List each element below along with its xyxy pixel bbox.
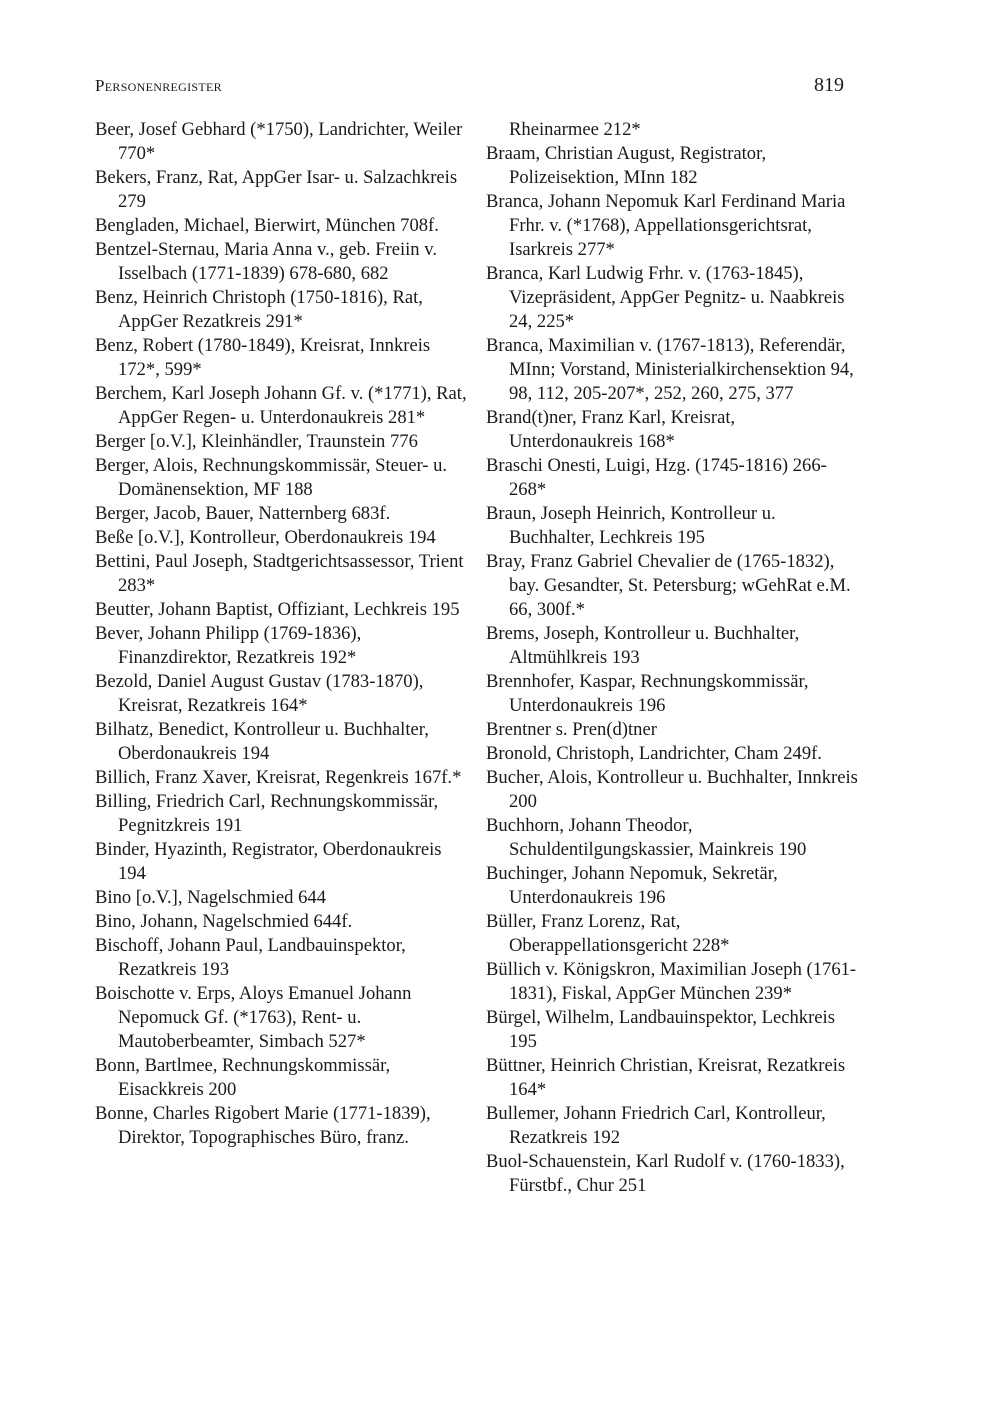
index-entry: Bekers, Franz, Rat, AppGer Isar- u. Salzachkreis 279 bbox=[95, 167, 458, 212]
index-entry: Branca, Maximilian v. (1767-1813), Referendär, MInn; Vorstand, Ministerialkirchensektion 94, 98, 112, 205-207*, 252, 260, 275, 377 bbox=[486, 335, 854, 404]
index-entry: Buchhorn, Johann Theodor, Schuldentilgungskassier, Mainkreis 190 bbox=[486, 815, 807, 860]
index-entry: Beer, Josef Gebhard (*1750), Landrichter, Weiler 770* bbox=[95, 119, 463, 164]
index-entry: Benz, Robert (1780-1849), Kreisrat, Innkreis 172*, 599* bbox=[95, 335, 431, 380]
index-entry: Bonn, Bartlmee, Rechnungskommissär, Eisackkreis 200 bbox=[95, 1055, 391, 1100]
index-entry: Brand(t)ner, Franz Karl, Kreisrat, Unterdonaukreis 168* bbox=[486, 407, 736, 452]
index-entry: Braschi Onesti, Luigi, Hzg. (1745-1816) 266-268* bbox=[486, 455, 827, 500]
page-header bbox=[95, 74, 844, 98]
index-entry: Berger, Jacob, Bauer, Natternberg 683f. bbox=[95, 503, 391, 524]
index-entry: Beße [o.V.], Kontrolleur, Oberdonaukreis 194 bbox=[95, 527, 436, 548]
index-entry: Benz, Heinrich Christoph (1750-1816), Rat, AppGer Rezatkreis 291* bbox=[95, 287, 423, 332]
index-entry: Branca, Karl Ludwig Frhr. v. (1763-1845), Vizepräsident, AppGer Pegnitz- u. Naabkreis 24, 225* bbox=[486, 263, 845, 332]
index-entry: Bronold, Christoph, Landrichter, Cham 249f. bbox=[486, 743, 822, 764]
index-entry: Brems, Joseph, Kontrolleur u. Buchhalter, Altmühlkreis 193 bbox=[486, 623, 800, 668]
index-entry: Bullemer, Johann Friedrich Carl, Kontrolleur, Rezatkreis 192 bbox=[486, 1103, 826, 1148]
index-entry: Bengladen, Michael, Bierwirt, München 708f. bbox=[95, 215, 439, 236]
index-entry-continuation: Rheinarmee 212* bbox=[509, 119, 641, 140]
running-head: Personenregister bbox=[95, 76, 222, 95]
index-entry: Büttner, Heinrich Christian, Kreisrat, Rezatkreis 164* bbox=[486, 1055, 846, 1100]
index-entry: Braam, Christian August, Registrator, Polizeisektion, MInn 182 bbox=[486, 143, 767, 188]
index-entry: Büller, Franz Lorenz, Rat, Oberappellationsgericht 228* bbox=[486, 911, 730, 956]
index-entry: Bever, Johann Philipp (1769-1836), Finanzdirektor, Rezatkreis 192* bbox=[95, 623, 362, 668]
index-entry: Binder, Hyazinth, Registrator, Oberdonaukreis 194 bbox=[95, 839, 442, 884]
index-entry: Berchem, Karl Joseph Johann Gf. v. (*1771), Rat, AppGer Regen- u. Unterdonaukreis 281* bbox=[95, 383, 467, 428]
index-entry: Beutter, Johann Baptist, Offiziant, Lechkreis 195 bbox=[95, 599, 460, 620]
index-entry: Buol-Schauenstein, Karl Rudolf v. (1760-1833), Fürstbf., Chur 251 bbox=[486, 1151, 845, 1196]
index-entry: Bray, Franz Gabriel Chevalier de (1765-1832), bay. Gesandter, St. Petersburg; wGehRat e.M. 66, 300f.* bbox=[486, 551, 851, 620]
index-entry: Berger [o.V.], Kleinhändler, Traunstein 776 bbox=[95, 431, 418, 452]
index-entry: Buchinger, Johann Nepomuk, Sekretär, Unterdonaukreis 196 bbox=[486, 863, 778, 908]
index-entry: Bonne, Charles Rigobert Marie (1771-1839), Direktor, Topographisches Büro, franz. bbox=[95, 1103, 431, 1148]
index-entry: Billing, Friedrich Carl, Rechnungskommissär, Pegnitzkreis 191 bbox=[95, 791, 439, 836]
index-entry: Braun, Joseph Heinrich, Kontrolleur u. Buchhalter, Lechkreis 195 bbox=[486, 503, 776, 548]
index-entry: Billich, Franz Xaver, Kreisrat, Regenkreis 167f.* bbox=[95, 767, 462, 788]
index-entry: Bürgel, Wilhelm, Landbauinspektor, Lechkreis 195 bbox=[486, 1007, 835, 1052]
index-entry: Bilhatz, Benedict, Kontrolleur u. Buchhalter, Oberdonaukreis 194 bbox=[95, 719, 429, 764]
index-entry: Brennhofer, Kaspar, Rechnungskommissär, Unterdonaukreis 196 bbox=[486, 671, 809, 716]
page-number: 819 bbox=[814, 74, 844, 96]
index-entry: Berger, Alois, Rechnungskommissär, Steuer- u. Domänensektion, MF 188 bbox=[95, 455, 448, 500]
index-entry: Bentzel-Sternau, Maria Anna v., geb. Freiin v. Isselbach (1771-1839) 678-680, 682 bbox=[95, 239, 437, 284]
index-entry: Bettini, Paul Joseph, Stadtgerichtsassessor, Trient 283* bbox=[95, 551, 464, 596]
index-entry: Bino [o.V.], Nagelschmied 644 bbox=[95, 887, 327, 908]
index-entry: Bischoff, Johann Paul, Landbauinspektor, Rezatkreis 193 bbox=[95, 935, 406, 980]
index-column-right bbox=[486, 118, 858, 1198]
index-entry: Bezold, Daniel August Gustav (1783-1870), Kreisrat, Rezatkreis 164* bbox=[95, 671, 424, 716]
index-entry: Branca, Johann Nepomuk Karl Ferdinand Maria Frhr. v. (*1768), Appellationsgerichtsrat, Isarkreis 277* bbox=[486, 191, 846, 260]
index-entry: Boischotte v. Erps, Aloys Emanuel Johann Nepomuck Gf. (*1763), Rent- u. Mautoberbeamter, Simbach 527* bbox=[95, 983, 412, 1052]
index-entry: Bucher, Alois, Kontrolleur u. Buchhalter, Innkreis 200 bbox=[486, 767, 858, 812]
index-column-left bbox=[95, 118, 467, 1150]
index-entry: Brentner s. Pren(d)tner bbox=[486, 719, 657, 740]
index-entry: Büllich v. Königskron, Maximilian Joseph (1761-1831), Fiskal, AppGer München 239* bbox=[486, 959, 857, 1004]
index-entry: Bino, Johann, Nagelschmied 644f. bbox=[95, 911, 353, 932]
